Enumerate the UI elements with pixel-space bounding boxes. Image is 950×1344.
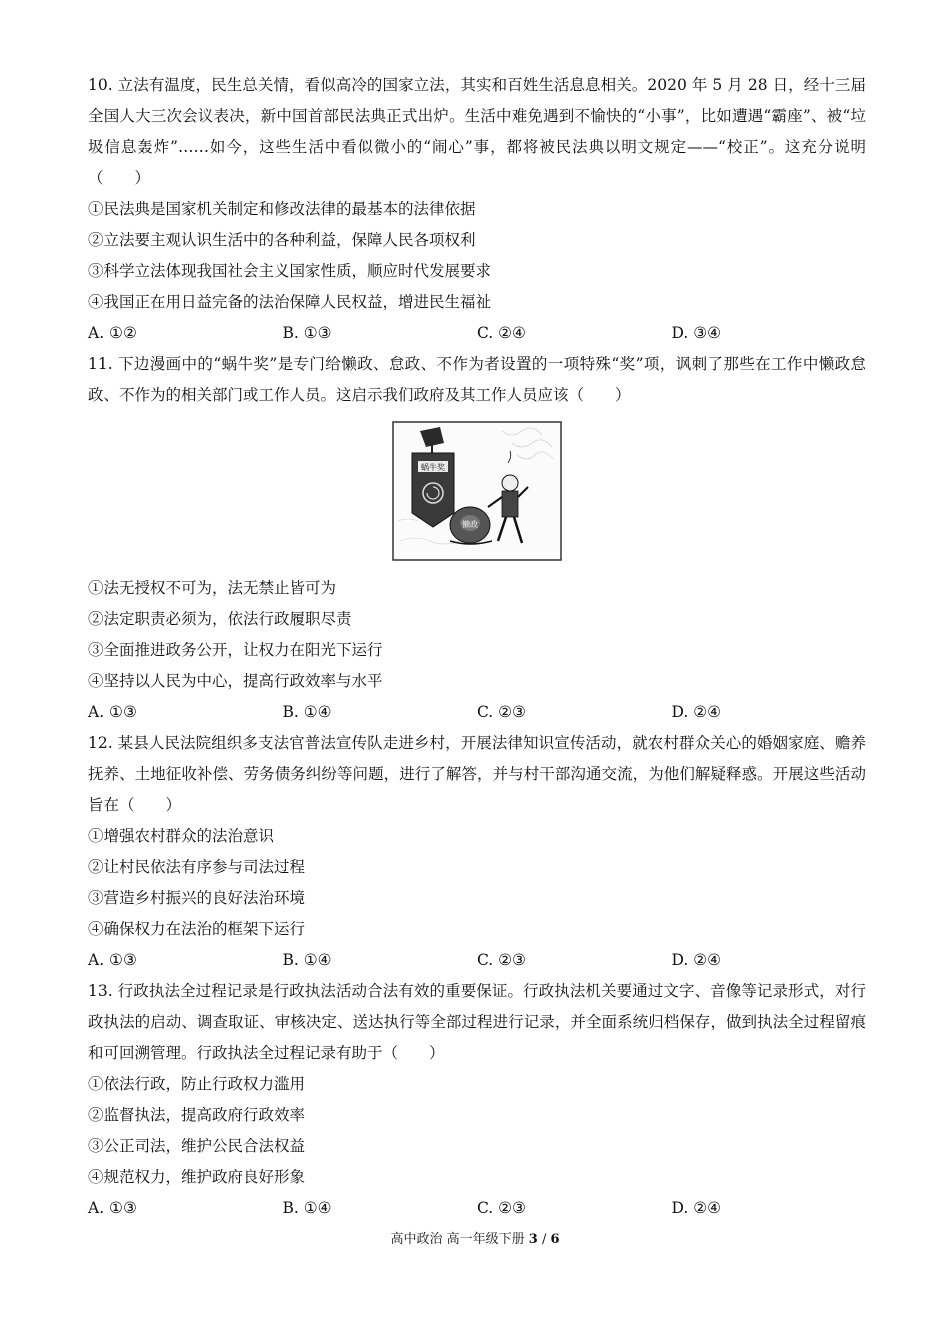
snail-award-cartoon	[392, 421, 562, 561]
question-12-choice-b: B. ①④	[282, 951, 332, 969]
question-11-option-1: ①法无授权不可为，法无禁止皆可为	[88, 579, 337, 597]
question-12-option-3: ③营造乡村振兴的良好法治环境	[88, 889, 306, 907]
question-10-choice-a: A. ①②	[88, 324, 137, 342]
question-11	[88, 349, 866, 728]
question-13-option-2: ②监督执法，提高政府行政效率	[88, 1106, 306, 1124]
question-11-option-2: ②法定职责必须为，依法行政履职尽责	[88, 610, 352, 628]
question-11-choice-c: C. ②③	[477, 703, 526, 721]
question-13-choice-b: B. ①④	[282, 1199, 332, 1217]
question-13-option-1: ①依法行政，防止行政权力滥用	[88, 1075, 306, 1093]
question-11-choices	[88, 697, 866, 728]
question-10-option-1: ①民法典是国家机关制定和修改法律的最基本的法律依据	[88, 200, 476, 218]
footer-subject: 高中政治 高一年级下册	[390, 1232, 525, 1247]
question-10-stem: 10. 立法有温度，民生总关情，看似高冷的国家立法，其实和百姓生活息息相关。2020 年 5 月 28 日，经十三届全国人大三次会议表决，新中国首部民法典正式出炉。生活中难免遇到不愉快的“小事”，比如遭遇“霸座”、被“垃圾信息轰炸”……如今，这些生活中看似微小的“闹心”事，都将被民法典以明文规定——“校正”。这充分说明（ ）	[88, 76, 866, 187]
question-12-option-2: ②让村民依法有序参与司法过程	[88, 858, 306, 876]
question-12-choice-d: D. ②④	[671, 951, 722, 969]
question-11-option-4: ④坚持以人民为中心，提高行政效率与水平	[88, 672, 383, 690]
question-13-choice-a: A. ①③	[88, 1199, 137, 1217]
question-10-option-3: ③科学立法体现我国社会主义国家性质，顺应时代发展要求	[88, 262, 492, 280]
question-13-choice-c: C. ②③	[477, 1199, 526, 1217]
question-10	[88, 70, 866, 349]
question-10-choice-b: B. ①③	[282, 324, 332, 342]
question-12-option-1: ①增强农村群众的法治意识	[88, 827, 275, 845]
question-12-stem: 12. 某县人民法院组织多支法官普法宣传队走进乡村，开展法律知识宣传活动，就农村群众关心的婚姻家庭、赡养抚养、土地征收补偿、劳务债务纠纷等问题，进行了解答，并与村干部沟通交流，为他们解疑释惑。开展这些活动旨在（ ）	[88, 734, 866, 814]
cartoon-container	[88, 411, 866, 573]
question-list	[88, 70, 866, 1224]
shell-label: 懒政	[462, 520, 478, 529]
banner-label: 蜗牛奖	[421, 463, 445, 472]
question-11-option-3: ③全面推进政务公开，让权力在阳光下运行	[88, 641, 383, 659]
question-10-option-2: ②立法要主观认识生活中的各种利益，保障人民各项权利	[88, 231, 476, 249]
question-13-choice-d: D. ②④	[671, 1199, 722, 1217]
footer-separator: /	[537, 1232, 551, 1247]
footer-total-pages: 6	[550, 1232, 560, 1247]
question-10-choice-d: D. ③④	[671, 324, 722, 342]
question-13-option-4: ④规范权力，维护政府良好形象	[88, 1168, 306, 1186]
question-12-choice-a: A. ①③	[88, 951, 137, 969]
question-10-choices	[88, 318, 866, 349]
question-13	[88, 976, 866, 1224]
question-12	[88, 728, 866, 976]
question-13-stem: 13. 行政执法全过程记录是行政执法活动合法有效的重要保证。行政执法机关要通过文字、音像等记录形式，对行政执法的启动、调查取证、审核决定、送达执行等全部过程进行记录，并全面系统归档保存，做到执法全过程留痕和可回溯管理。行政执法全过程记录有助于（ ）	[88, 982, 866, 1062]
question-11-choice-b: B. ①④	[282, 703, 332, 721]
page-footer	[0, 1228, 950, 1247]
question-10-option-4: ④我国正在用日益完备的法治保障人民权益，增进民生福祉	[88, 293, 492, 311]
question-11-choice-d: D. ②④	[671, 703, 722, 721]
question-12-option-4: ④确保权力在法治的框架下运行	[88, 920, 306, 938]
question-13-option-3: ③公正司法，维护公民合法权益	[88, 1137, 306, 1155]
question-11-choice-a: A. ①③	[88, 703, 137, 721]
question-12-choices	[88, 945, 866, 976]
question-12-choice-c: C. ②③	[477, 951, 526, 969]
question-13-choices	[88, 1193, 866, 1224]
question-11-stem: 11. 下边漫画中的“蜗牛奖”是专门给懒政、怠政、不作为者设置的一项特殊“奖”项，讽刺了那些在工作中懒政怠政、不作为的相关部门或工作人员。这启示我们政府及其工作人员应该（ ）	[88, 355, 866, 404]
footer-page-number: 3	[528, 1232, 538, 1247]
question-10-choice-c: C. ②④	[477, 324, 526, 342]
